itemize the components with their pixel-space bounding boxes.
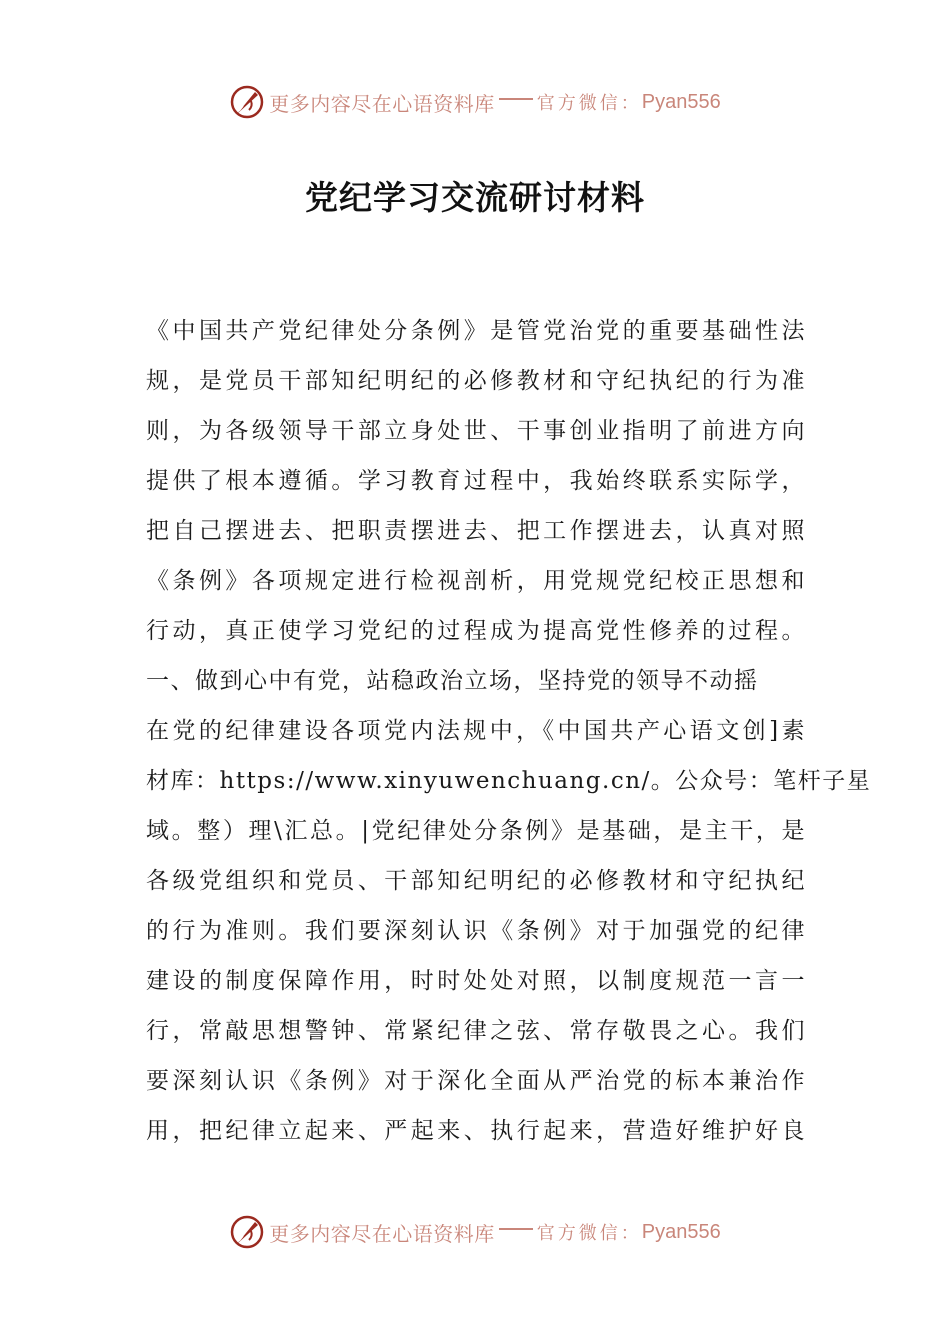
document-title: 党纪学习交流研讨材料 — [305, 178, 645, 217]
quill-logo-icon — [229, 84, 265, 120]
text-line: 要深刻认识《条例》对于深化全面从严治党的标本兼治作 — [146, 1068, 806, 1094]
text-line: 《条例》各项规定进行检视剖析，用党规党纪校正思想和 — [146, 568, 806, 594]
text-line: 把自己摆进去、把职责摆进去、把工作摆进去，认真对照 — [146, 518, 806, 544]
text-line: 域。整）理\汇总。|党纪律处分条例》是基础，是主干，是 — [146, 818, 806, 844]
banner-divider — [499, 98, 533, 100]
text-line: 规，是党员干部知纪明纪的必修教材和守纪执纪的行为准 — [146, 368, 806, 394]
text-line: 建设的制度保障作用，时时处处对照，以制度规范一言一 — [146, 968, 806, 994]
header-banner — [0, 80, 950, 124]
text-line: 《中国共产党纪律处分条例》是管党治党的重要基础性法 — [146, 318, 806, 344]
banner-wechat-label: 官方微信： — [536, 93, 642, 114]
footer-banner — [0, 1210, 950, 1254]
text-line: 行，常敲思想警钟、常紧纪律之弦、常存敬畏之心。我们 — [146, 1018, 806, 1044]
quill-logo-icon — [229, 1214, 265, 1250]
banner-wechat-label: 官方微信： — [536, 1223, 642, 1244]
paragraph-section-1 — [146, 706, 872, 1156]
banner-wechat-id: Pyan556 — [641, 1220, 721, 1243]
document-body — [146, 306, 872, 1156]
text-line: 提供了根本遵循。学习教育过程中，我始终联系实际学， — [146, 468, 806, 494]
section-heading-1 — [146, 656, 806, 706]
text-line: 材库：https://www.xinyuwenchuang.cn/。公众号：笔杆子星 — [146, 768, 872, 794]
banner-wechat-id: Pyan556 — [641, 90, 721, 113]
banner-slogan: 更多内容尽在心语资料库 — [269, 1221, 495, 1246]
heading-line: 一、做到心中有党，站稳政治立场，坚持党的领导不动摇 — [146, 668, 759, 694]
paragraph-intro — [146, 306, 806, 656]
text-line: 的行为准则。我们要深刻认识《条例》对于加强党的纪律 — [146, 918, 806, 944]
banner-divider — [499, 1228, 533, 1230]
text-line: 各级党组织和党员、干部知纪明纪的必修教材和守纪执纪 — [146, 868, 806, 894]
text-line: 用，把纪律立起来、严起来、执行起来，营造好维护好良 — [146, 1118, 806, 1144]
text-line: 行动，真正使学习党纪的过程成为提高党性修养的过程。 — [146, 618, 806, 644]
banner-slogan: 更多内容尽在心语资料库 — [269, 91, 495, 116]
text-line: 则，为各级领导干部立身处世、干事创业指明了前进方向 — [146, 418, 806, 444]
text-line: 在党的纪律建设各项党内法规中，《中国共产心语文创]素 — [146, 718, 806, 744]
